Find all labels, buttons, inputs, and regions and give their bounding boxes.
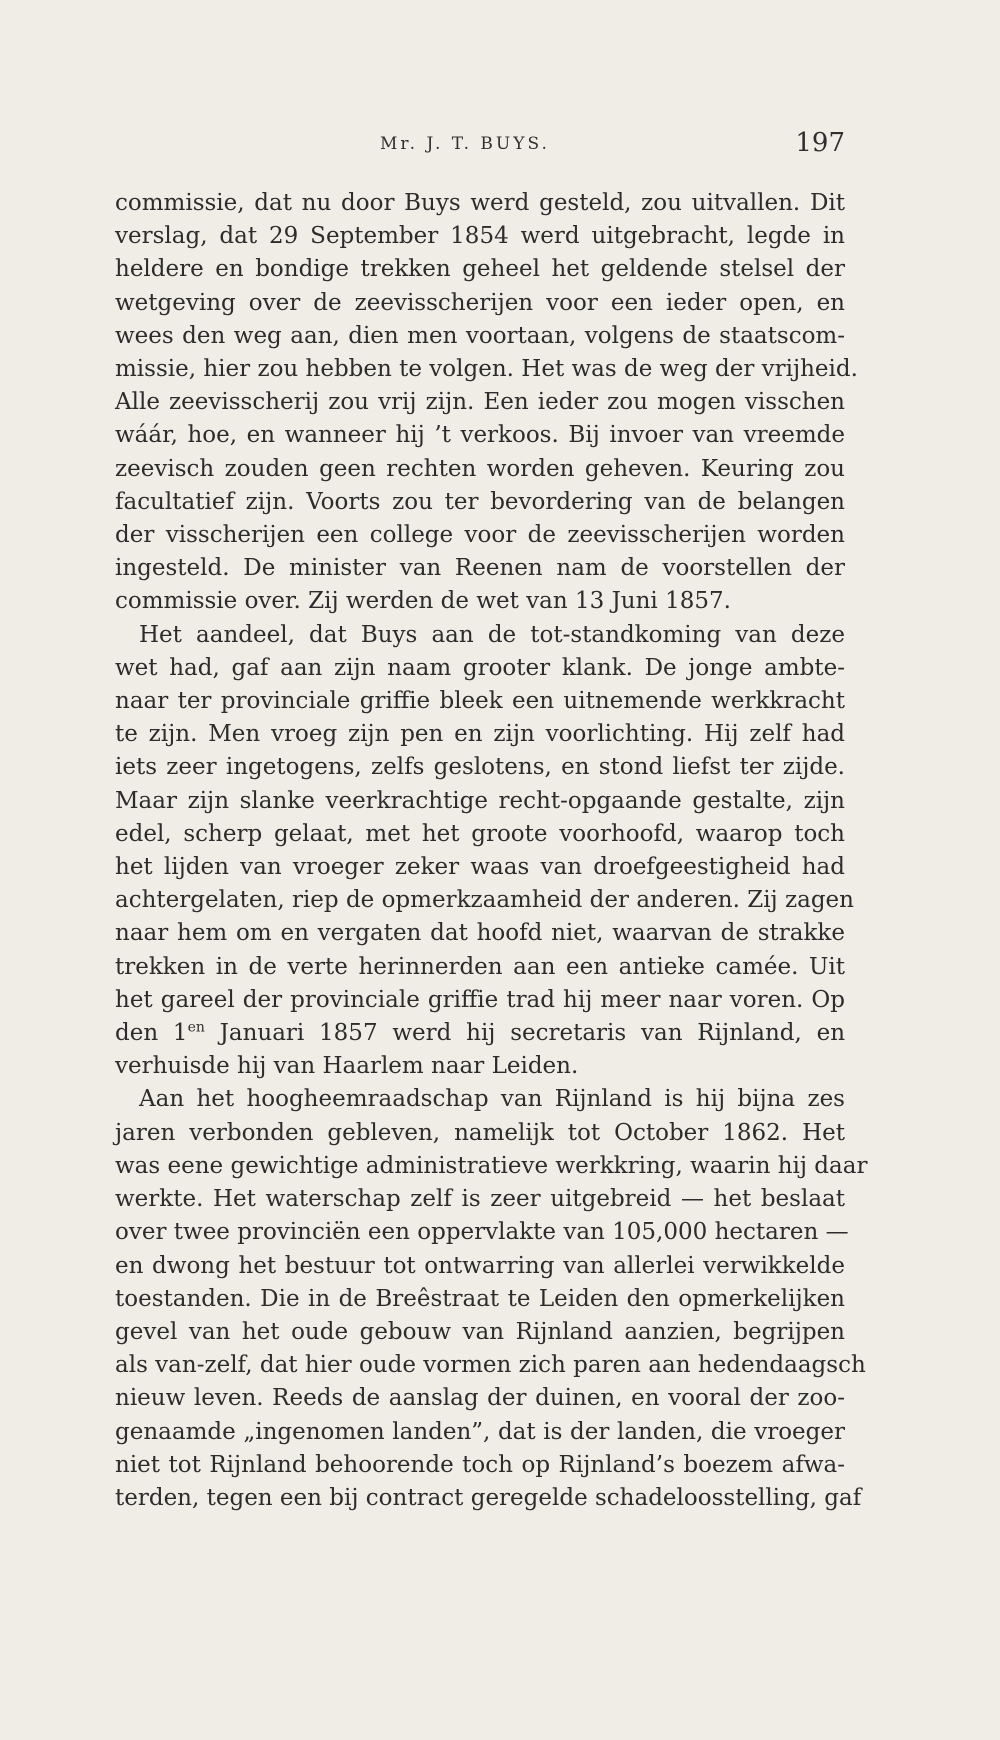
text-line: iets zeer ingetogens, zelfs geslotens, en stond liefst ter zijde. [115,754,845,781]
text-line: terden, tegen een bij contract geregelde schadeloosstelling, gaf [115,1484,862,1511]
text-line: verslag, dat 29 September 1854 werd uitgebracht, legde in [115,223,845,250]
text-line: werkte. Het waterschap zelf is zeer uitgebreid — het beslaat [115,1186,845,1213]
text-line: zeevisch zouden geen rechten worden geheven. Keuring zou [115,455,845,482]
text-line: wáár, hoe, en wanneer hij ’t verkoos. Bij invoer van vreemde [115,422,845,449]
text-line: wees den weg aan, dien men voortaan, volgens de staatscom- [115,322,845,349]
paragraph-3 [115,1083,868,1515]
text-line: jaren verbonden gebleven, namelijk tot October 1862. Het [115,1119,845,1146]
text-line: wet had, gaf aan zijn naam grooter klank. De jonge ambte- [115,654,845,681]
text-line: gevel van het oude gebouw van Rijnland aanzien, begrijpen [115,1318,845,1345]
paragraph-1 [115,187,858,619]
running-head [115,128,845,168]
text-line: niet tot Rijnland behoorende toch op Rijnland’s boezem afwa- [115,1451,845,1478]
text-line: missie, hier zou hebben te volgen. Het was de weg der vrijheid. [115,356,858,383]
text-line: commissie, dat nu door Buys werd gesteld, zou uitvallen. Dit [115,190,845,216]
ordinal-superscript: en [187,1019,205,1036]
text-line: wetgeving over de zeevisscherijen voor een ieder open, en [115,289,845,316]
text-line: der visscherijen een college voor de zeevisscherijen worden [115,522,845,549]
text-line: naar ter provinciale griffie bleek een uitnemende werkkracht [115,688,845,715]
text-line: en dwong het bestuur tot ontwarring van allerlei verwikkelde [115,1252,845,1279]
text-line: verhuisde hij van Haarlem naar Leiden. [115,1053,579,1080]
text-line: genaamde „ingenomen landen”, dat is der landen, die vroeger [115,1418,845,1445]
text-line: Aan het hoogheemraadschap van Rijnland is hij bijna zes [139,1086,845,1113]
text-line: was eene gewichtige administratieve werkkring, waarin hij daar [115,1152,868,1179]
text-segment: Januari 1857 werd hij secretaris van Rijnland, en [204,1020,846,1047]
text-segment: den 1 [115,1020,188,1047]
text-line: nieuw leven. Reeds de aanslag der duinen, en vooral der zoo- [115,1385,845,1412]
text-line: het lijden van vroeger zeker waas van droefgeestigheid had [115,854,845,881]
page-number: 197 [795,128,845,158]
text-line: naar hem om en vergaten dat hoofd niet, waarvan de strakke [115,920,845,947]
text-line: het gareel der provinciale griffie trad hij meer naar voren. Op [115,986,845,1013]
paragraph-2 [115,619,854,1084]
text-line: toestanden. Die in de Breêstraat te Leiden den opmerkelijken [115,1285,845,1312]
text-line: achtergelaten, riep de opmerkzaamheid der anderen. Zij zagen [115,887,854,914]
running-head-author: Mr. J. T. BUYS. [380,134,550,154]
text-line: heldere en bondige trekken geheel het geldende stelsel der [115,256,845,283]
text-line: trekken in de verte herinnerden aan een antieke camée. Uit [115,953,845,980]
text-line: facultatief zijn. Voorts zou ter bevordering van de belangen [115,488,845,515]
text-line: Het aandeel, dat Buys aan de tot-standkoming van deze [139,621,845,648]
text-line: commissie over. Zij werden de wet van 13 Juni 1857. [115,588,731,615]
text-line: edel, scherp gelaat, met het groote voorhoofd, waarop toch [115,820,845,847]
body-text [115,187,868,1515]
text-line: over twee provinciën een oppervlakte van 105,000 hectaren — [115,1219,849,1246]
text-line: Maar zijn slanke veerkrachtige recht-opgaande gestalte, zijn [115,787,845,814]
text-line: als van-zelf, dat hier oude vormen zich paren aan hedendaagsch [115,1352,866,1379]
text-line [115,1017,845,1050]
text-line: te zijn. Men vroeg zijn pen en zijn voorlichting. Hij zelf had [115,721,845,748]
text-line: ingesteld. De minister van Reenen nam de voorstellen der [115,555,845,582]
text-line: Alle zeevisscherij zou vrij zijn. Een ieder zou mogen visschen [115,389,845,416]
